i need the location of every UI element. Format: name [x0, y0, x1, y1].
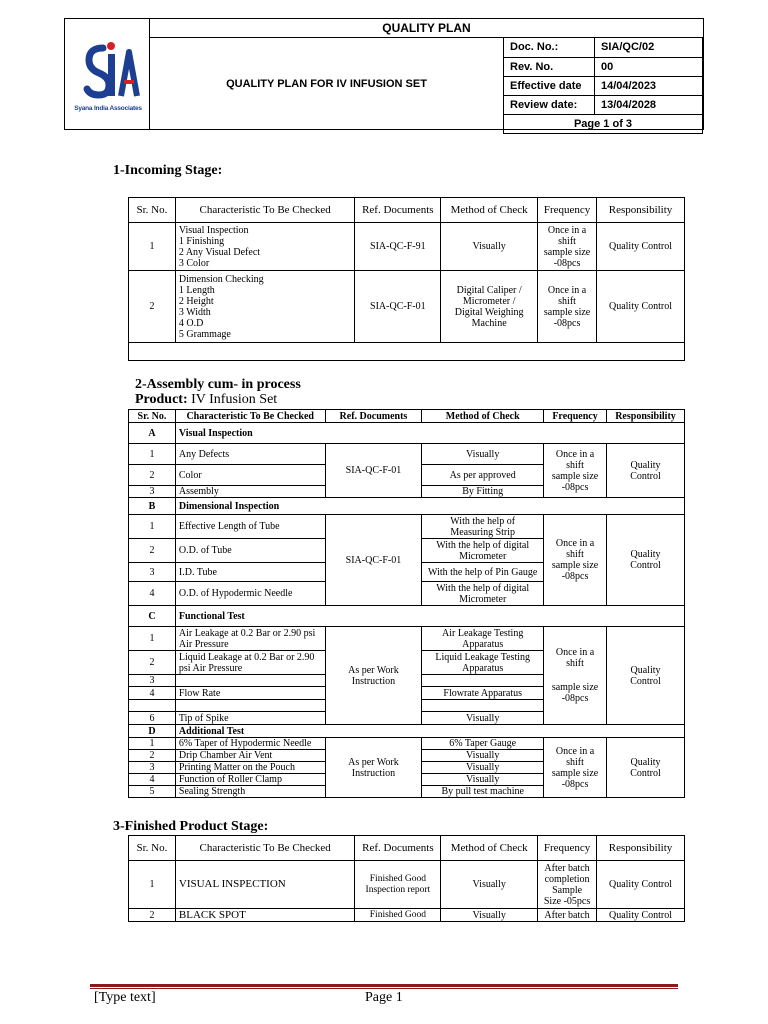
ref-document: SIA-QC-F-01: [325, 444, 422, 498]
characteristic: [175, 627, 325, 651]
line: sample size: [543, 306, 591, 318]
col-header: Sr. No.: [129, 198, 176, 223]
ref-document: [355, 861, 441, 909]
method: [422, 675, 544, 687]
characteristic: Color: [175, 465, 325, 486]
characteristic: Drip Chamber Air Vent: [175, 750, 325, 762]
col-header: Responsibility: [597, 198, 685, 223]
characteristic: [175, 271, 355, 343]
line: Digital Caliper /: [456, 284, 522, 296]
line: Liquid Leakage Testing: [435, 651, 531, 663]
product-line: [135, 392, 277, 408]
group-name: Visual Inspection: [175, 423, 684, 444]
doc-no-value: SIA/QC/02: [595, 38, 703, 57]
line: shift: [566, 459, 584, 471]
characteristic: Flow Rate: [175, 687, 325, 700]
line: Micrometer: [459, 593, 507, 605]
col-header: Ref. Documents: [325, 410, 422, 423]
line: Visual Inspection: [178, 224, 249, 236]
characteristic: Function of Roller Clamp: [175, 774, 325, 786]
document-header: [64, 18, 704, 130]
sr-no: 1: [129, 223, 176, 271]
line: Liquid Leakage at 0.2 Bar or 2.90: [178, 651, 315, 663]
logo-cell: [65, 19, 150, 129]
line: 1 Length: [178, 284, 215, 296]
line: 3 Width: [178, 306, 211, 318]
sr-no: 2: [129, 750, 176, 762]
sr-no: 3: [129, 675, 176, 687]
page-indicator: Page 1 of 3: [504, 114, 703, 133]
group-id: D: [129, 725, 176, 738]
line: Once in a: [555, 647, 595, 658]
line: -08pcs: [553, 257, 581, 269]
sr-no: 1: [129, 444, 176, 465]
line: completion: [544, 873, 590, 885]
line: shift: [566, 549, 584, 560]
line: Dimension Checking: [178, 273, 264, 285]
sr-no: 5: [129, 786, 176, 798]
col-header: Frequency: [538, 198, 597, 223]
sr-no: 1: [129, 627, 176, 651]
line: sample size: [543, 246, 591, 258]
line: sample size: [551, 560, 599, 571]
characteristic: Tip of Spike: [175, 712, 325, 725]
responsibility: [607, 515, 685, 606]
frequency: [538, 861, 597, 909]
line: Once in a: [555, 745, 595, 757]
section-1-title: 1-Incoming Stage:: [113, 163, 223, 178]
method: Visually: [441, 909, 538, 922]
responsibility: [607, 444, 685, 498]
col-header: Frequency: [544, 410, 607, 423]
line: Machine: [471, 317, 507, 329]
line: Quality: [630, 664, 661, 676]
group-id: B: [129, 498, 176, 515]
line: Quality: [630, 549, 661, 560]
sr-no: 2: [129, 539, 176, 563]
table-row: [129, 738, 685, 750]
section-3-title: 3-Finished Product Stage:: [113, 819, 269, 834]
ref-document: SIA-QC-F-01: [355, 271, 441, 343]
line: After batch: [544, 862, 590, 874]
col-header: Responsibility: [597, 836, 685, 861]
characteristic: Any Defects: [175, 444, 325, 465]
empty-cell: [129, 343, 685, 361]
frequency: [544, 515, 607, 606]
col-header: Frequency: [538, 836, 597, 861]
document-title: QUALITY PLAN: [150, 19, 703, 38]
document-info-table: [503, 38, 703, 134]
method: Flowrate Apparatus: [422, 687, 544, 700]
method: [422, 700, 544, 712]
line: Control: [630, 675, 661, 687]
method: 6% Taper Gauge: [422, 738, 544, 750]
frequency: After batch: [538, 909, 597, 922]
group-row: [129, 498, 685, 515]
page-row: [504, 114, 703, 133]
group-row: [129, 606, 685, 627]
line: Finished Good: [369, 873, 426, 884]
method: Visually: [422, 774, 544, 786]
sr-no: 3: [129, 563, 176, 582]
frequency: [544, 738, 607, 798]
characteristic: O.D. of Tube: [175, 539, 325, 563]
line: Measuring Strip: [450, 526, 516, 538]
method: [422, 582, 544, 606]
effective-date-label: Effective date: [504, 76, 595, 95]
line: shift: [558, 235, 576, 247]
line: Size -05pcs: [543, 895, 591, 907]
table-row: [129, 271, 685, 343]
line: 3 Color: [178, 257, 210, 269]
group-id: C: [129, 606, 176, 627]
line: With the help of digital: [436, 582, 530, 594]
line: psi Air Pressure: [178, 662, 243, 674]
method: Visually: [422, 750, 544, 762]
characteristic: Effective Length of Tube: [175, 515, 325, 539]
method: Visually: [441, 223, 538, 271]
section-2-title: 2-Assembly cum- in process: [135, 377, 301, 392]
sr-no: 1: [129, 515, 176, 539]
characteristic: O.D. of Hypodermic Needle: [175, 582, 325, 606]
line: 4 O.D: [178, 317, 204, 329]
sr-no: 3: [129, 486, 176, 498]
ref-document: Finished Good: [355, 909, 441, 922]
col-header: Method of Check: [422, 410, 544, 423]
col-header: Sr. No.: [129, 836, 176, 861]
line: Once in a: [555, 538, 595, 549]
footer-placeholder-text: [Type text]: [94, 990, 156, 1005]
frequency: [544, 627, 607, 725]
sr-no: 1: [129, 861, 176, 909]
line: Digital Weighing: [454, 306, 524, 318]
group-id: A: [129, 423, 176, 444]
method: By pull test machine: [422, 786, 544, 798]
col-header: Responsibility: [607, 410, 685, 423]
characteristic: [175, 675, 325, 687]
line: sample size: [551, 470, 599, 482]
col-header: Method of Check: [441, 198, 538, 223]
responsibility: Quality Control: [597, 861, 685, 909]
sr-no: 2: [129, 909, 176, 922]
line: Instruction: [351, 767, 396, 779]
review-date-row: [504, 95, 703, 114]
line: -08pcs: [561, 481, 589, 493]
spacer: [547, 669, 603, 682]
footer-page-number: Page 1: [365, 990, 403, 1005]
line: Instruction: [351, 675, 396, 687]
line: -08pcs: [561, 571, 589, 582]
line: Control: [630, 560, 661, 571]
effective-date-row: [504, 76, 703, 95]
table-header-row: [129, 836, 685, 861]
characteristic: [175, 700, 325, 712]
sr-no: 4: [129, 582, 176, 606]
line: Inspection report: [365, 884, 431, 895]
sr-no: 4: [129, 774, 176, 786]
method: Visually: [422, 712, 544, 725]
table-row: [129, 515, 685, 539]
method: Visually: [441, 861, 538, 909]
method: [422, 651, 544, 675]
line: Quality: [630, 756, 661, 768]
line: Once in a: [555, 448, 595, 460]
table-row: [129, 861, 685, 909]
line: Once in a: [547, 284, 587, 296]
method: [422, 627, 544, 651]
sr-no: 3: [129, 762, 176, 774]
line: With the help of: [450, 515, 516, 527]
line: With the help of digital: [436, 539, 530, 551]
responsibility: [607, 738, 685, 798]
line: 2 Height: [178, 295, 214, 307]
sr-no: 2: [129, 271, 176, 343]
col-header: Method of Check: [441, 836, 538, 861]
method: [422, 515, 544, 539]
line: Air Pressure: [178, 638, 229, 650]
characteristic: [175, 651, 325, 675]
group-row: [129, 725, 685, 738]
finished-product-table: [128, 835, 685, 922]
line: Control: [630, 470, 661, 482]
footer-rule-thin: [90, 988, 678, 989]
frequency: [538, 223, 597, 271]
table-row: [129, 223, 685, 271]
sr-no: 2: [129, 465, 176, 486]
responsibility: Quality Control: [597, 271, 685, 343]
col-header: Characteristic To Be Checked: [175, 198, 355, 223]
line: -08pcs: [553, 317, 581, 329]
assembly-in-process-table: [128, 409, 685, 798]
review-date-label: Review date:: [504, 95, 595, 114]
sr-no: 1: [129, 738, 176, 750]
table-row: [129, 909, 685, 922]
characteristic: Assembly: [175, 486, 325, 498]
rev-no-label: Rev. No.: [504, 57, 595, 76]
line: shift: [566, 756, 584, 768]
product-value: IV Infusion Set: [191, 392, 278, 407]
characteristic: I.D. Tube: [175, 563, 325, 582]
ref-document: [325, 627, 422, 725]
sr-no: 6: [129, 712, 176, 725]
line: Once in a: [547, 224, 587, 236]
line: Control: [630, 767, 661, 779]
characteristic: Printing Matter on the Pouch: [175, 762, 325, 774]
group-name: Dimensional Inspection: [175, 498, 684, 515]
document-subtitle: QUALITY PLAN FOR IV INFUSION SET: [226, 77, 427, 90]
table-row: [129, 627, 685, 651]
line: Quality: [630, 459, 661, 471]
review-date-value: 13/04/2028: [595, 95, 703, 114]
characteristic: BLACK SPOT: [175, 909, 355, 922]
sr-no: [129, 700, 176, 712]
rev-no-row: [504, 57, 703, 76]
col-header: Characteristic To Be Checked: [175, 410, 325, 423]
line: sample size: [551, 767, 599, 779]
group-name: Functional Test: [175, 606, 684, 627]
responsibility: [607, 627, 685, 725]
rev-no-value: 00: [595, 57, 703, 76]
sr-no: 2: [129, 651, 176, 675]
method: [441, 271, 538, 343]
method: [422, 539, 544, 563]
responsibility: Quality Control: [597, 909, 685, 922]
characteristic: 6% Taper of Hypodermic Needle: [175, 738, 325, 750]
line: -08pcs: [561, 778, 589, 790]
line: Micrometer /: [462, 295, 516, 307]
table-header-row: [129, 198, 685, 223]
frequency: [544, 444, 607, 498]
line: sample size: [551, 682, 599, 693]
line: Air Leakage Testing: [442, 627, 524, 639]
line: Micrometer: [459, 550, 507, 562]
col-header: Ref. Documents: [355, 198, 441, 223]
method: By Fitting: [422, 486, 544, 498]
method: As per approved: [422, 465, 544, 486]
characteristic: Sealing Strength: [175, 786, 325, 798]
line: 2 Any Visual Defect: [178, 246, 261, 258]
line: -08pcs: [561, 693, 589, 704]
line: Apparatus: [462, 662, 504, 674]
characteristic: [175, 223, 355, 271]
group-row: [129, 423, 685, 444]
doc-no-row: [504, 38, 703, 57]
line: As per Work: [348, 756, 399, 768]
product-label: Product:: [135, 392, 188, 407]
col-header: Characteristic To Be Checked: [175, 836, 355, 861]
col-header: Sr. No.: [129, 410, 176, 423]
effective-date-value: 14/04/2023: [595, 76, 703, 95]
incoming-stage-table: [128, 197, 685, 361]
logo-text: Syana India Associates: [74, 105, 142, 112]
footer-rule: [90, 984, 678, 987]
line: Sample: [552, 884, 583, 896]
method: Visually: [422, 762, 544, 774]
characteristic: VISUAL INSPECTION: [175, 861, 355, 909]
doc-no-label: Doc. No.:: [504, 38, 595, 57]
ref-document: SIA-QC-F-01: [325, 515, 422, 606]
table-row: [129, 444, 685, 465]
line: As per Work: [348, 664, 399, 676]
sr-no: 4: [129, 687, 176, 700]
line: 5 Grammage: [178, 328, 231, 340]
line: shift: [566, 658, 584, 669]
method: Visually: [422, 444, 544, 465]
method: With the help of Pin Gauge: [422, 563, 544, 582]
col-header: Ref. Documents: [355, 836, 441, 861]
group-name: Additional Test: [175, 725, 684, 738]
ref-document: [325, 738, 422, 798]
frequency: [538, 271, 597, 343]
ref-document: SIA-QC-F-91: [355, 223, 441, 271]
line: 1 Finishing: [178, 235, 225, 247]
responsibility: Quality Control: [597, 223, 685, 271]
line: Apparatus: [462, 638, 504, 650]
line: shift: [558, 295, 576, 307]
line: Air Leakage at 0.2 Bar or 2.90 psi: [178, 627, 316, 639]
empty-row: [129, 343, 685, 361]
table-header-row: [129, 410, 685, 423]
